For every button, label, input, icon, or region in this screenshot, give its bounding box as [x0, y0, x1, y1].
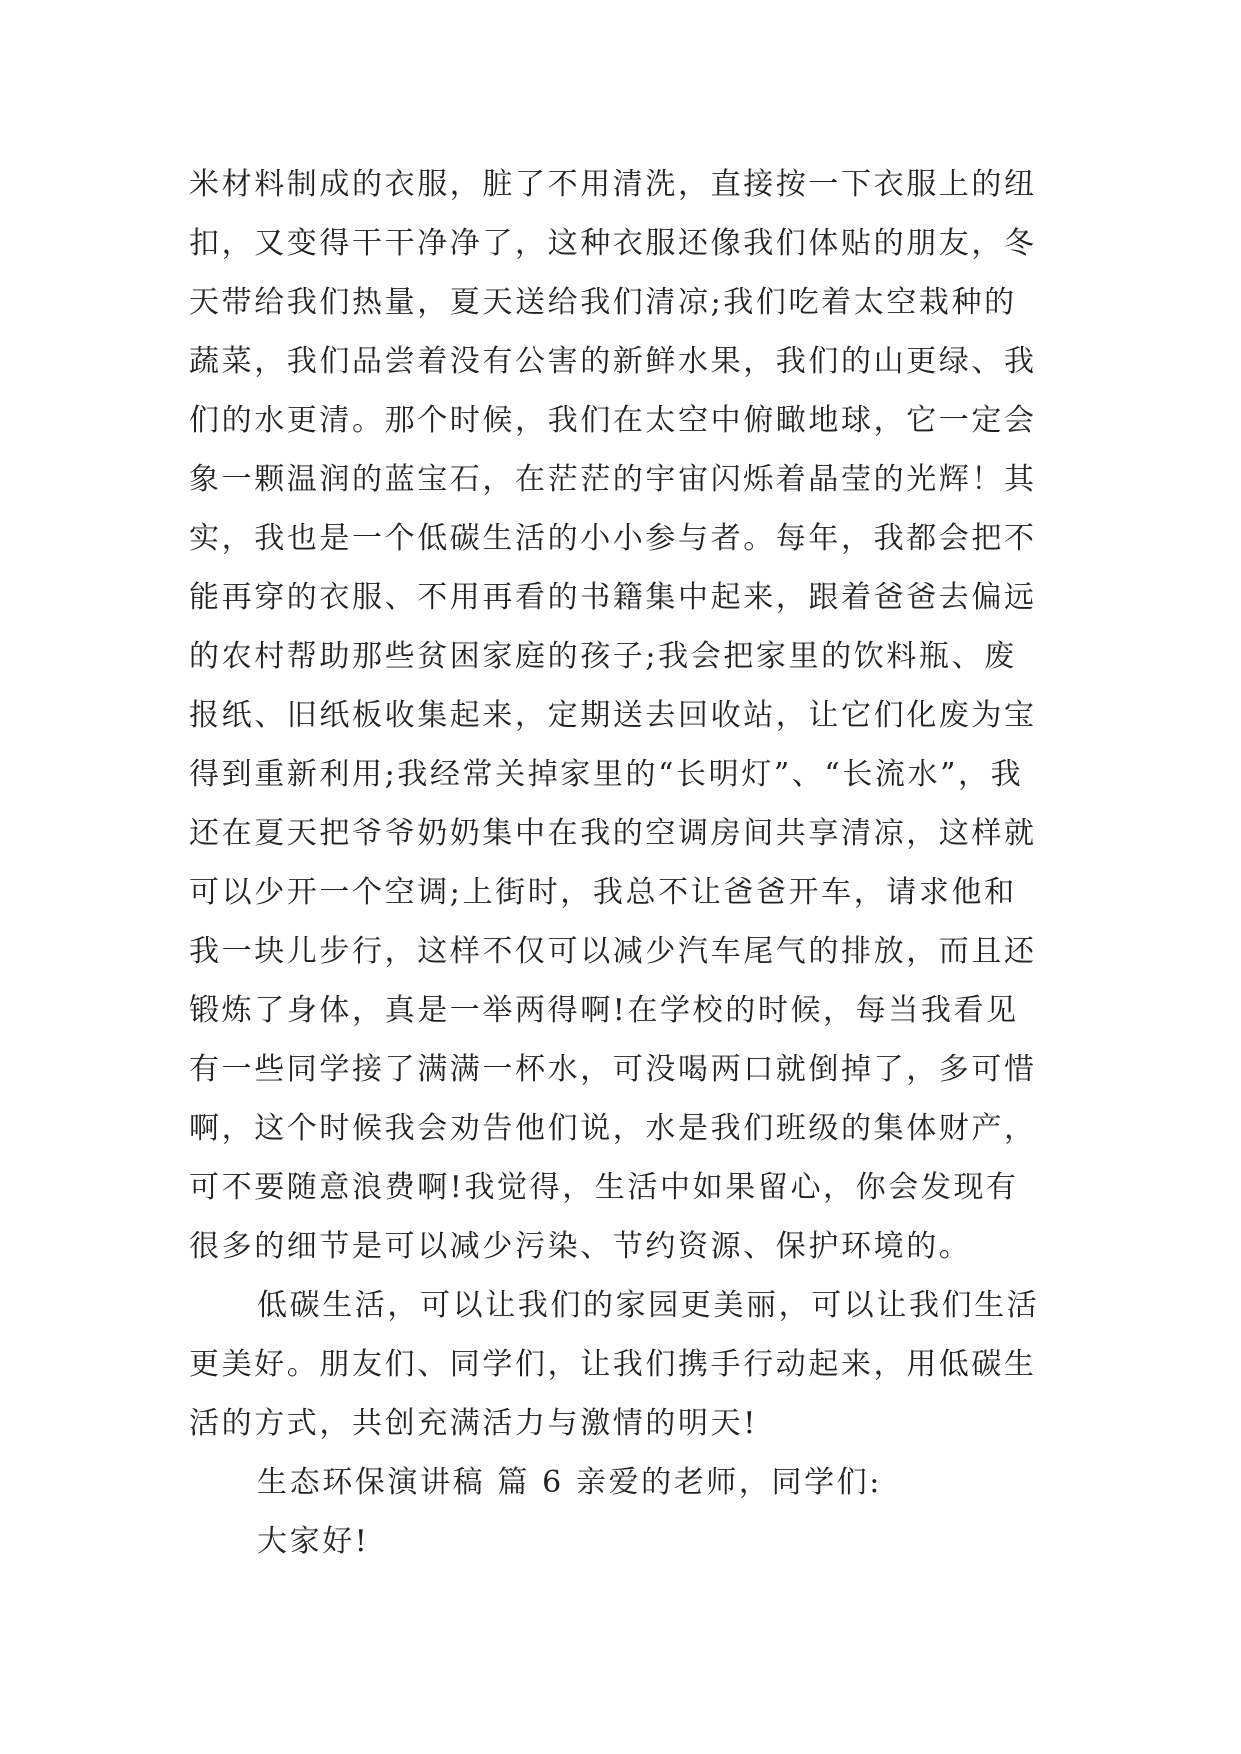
text-line: 象一颗温润的蓝宝石，在茫茫的宇宙闪烁着晶莹的光辉！其 — [189, 462, 1037, 497]
text-line: 有一些同学接了满满一杯水，可没喝两口就倒掉了，多可惜 — [189, 1052, 1037, 1087]
text-line: 我一块儿步行，这样不仅可以减少汽车尾气的排放，而且还 — [189, 934, 1037, 969]
text-line: 能再穿的衣服、不用再看的书籍集中起来，跟着爸爸去偏远 — [189, 580, 1037, 615]
text-line: 啊，这个时候我会劝告他们说，水是我们班级的集体财产， — [189, 1111, 1037, 1146]
text-line: 蔬菜，我们品尝着没有公害的新鲜水果，我们的山更绿、我 — [189, 344, 1037, 379]
text-line: 得到重新利用;我经常关掉家里的“长明灯”、“长流水”，我 — [189, 757, 1024, 792]
greeting-line: 大家好! — [257, 1524, 370, 1559]
text-line: 活的方式，共创充满活力与激情的明天! — [189, 1406, 758, 1441]
text-line: 米材料制成的衣服，脏了不用清洗，直接按一下衣服上的纽 — [189, 167, 1037, 202]
text-line: 扣，又变得干干净净了，这种衣服还像我们体贴的朋友，冬 — [189, 226, 1037, 261]
text-line: 实，我也是一个低碳生活的小小参与者。每年，我都会把不 — [189, 521, 1037, 556]
text-line: 可以少开一个空调;上街时，我总不让爸爸开车，请求他和 — [189, 875, 1017, 910]
text-line: 可不要随意浪费啊!我觉得，生活中如果留心，你会发现有 — [189, 1170, 1019, 1205]
text-line: 还在夏天把爷爷奶奶集中在我的空调房间共享清凉，这样就 — [189, 816, 1037, 851]
text-line: 报纸、旧纸板收集起来，定期送去回收站，让它们化废为宝 — [189, 698, 1037, 733]
text-line: 锻炼了身体，真是一举两得啊!在学校的时候，每当我看见 — [189, 993, 1019, 1028]
section-heading: 生态环保演讲稿 篇 6 亲爱的老师，同学们: — [257, 1465, 883, 1500]
text-line: 的农村帮助那些贫困家庭的孩子;我会把家里的饮料瓶、废 — [189, 639, 1017, 674]
text-line: 更美好。朋友们、同学们，让我们携手行动起来，用低碳生 — [189, 1347, 1037, 1382]
text-line: 们的水更清。那个时候，我们在太空中俯瞰地球，它一定会 — [189, 403, 1037, 438]
text-line: 天带给我们热量，夏天送给我们清凉;我们吃着太空栽种的 — [189, 285, 1017, 320]
text-line: 很多的细节是可以减少污染、节约资源、保护环境的。 — [189, 1229, 972, 1264]
paragraph-first-line: 低碳生活，可以让我们的家园更美丽，可以让我们生活 — [257, 1288, 1040, 1323]
document-body — [189, 155, 1059, 1571]
